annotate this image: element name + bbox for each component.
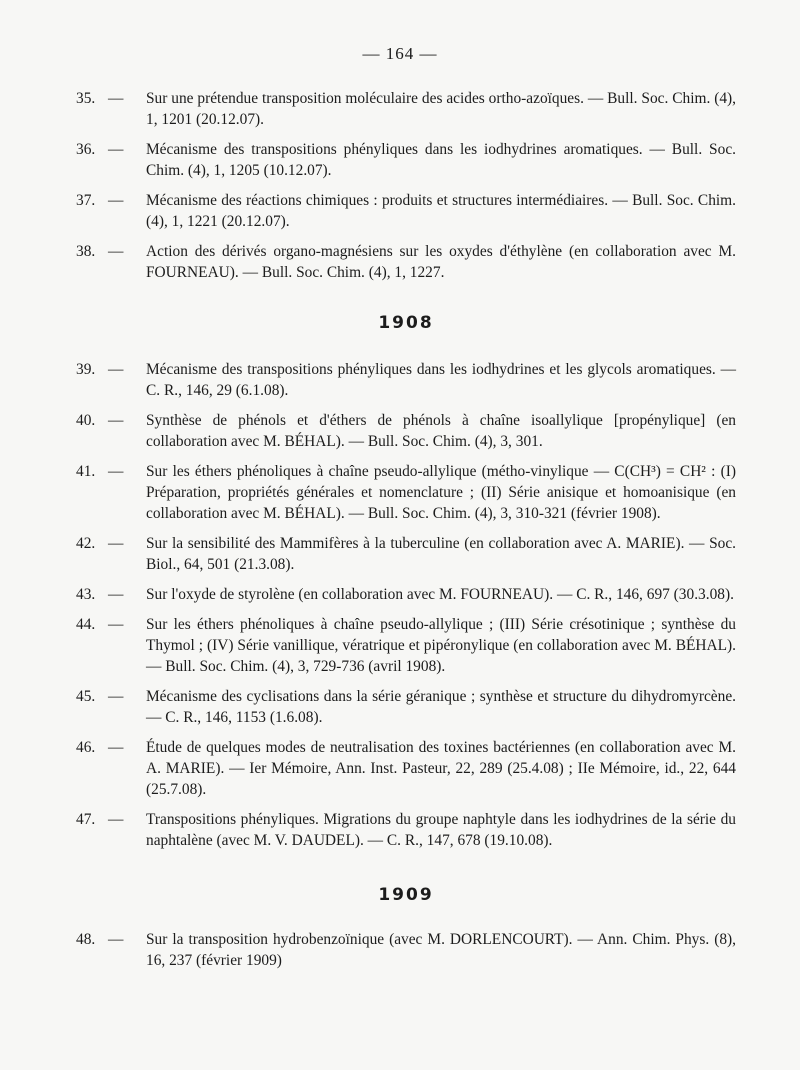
entry-dash: —	[108, 688, 124, 705]
bibliography-entry	[76, 461, 736, 524]
entry-dash: —	[108, 192, 124, 209]
entry-number: 37.	[76, 192, 96, 209]
entry-text: Mécanisme des transpositions phényliques dans les iodhydrines et les glycols aromatiques. — C. R., 146, 29 (6.1.08).	[146, 361, 736, 399]
entry-dash: —	[108, 535, 124, 552]
entry-text: Mécanisme des réactions chimiques : produits et structures intermédiaires. — Bull. Soc. Chim. (4), 1, 1221 (20.12.07).	[146, 192, 736, 230]
entry-dash: —	[108, 243, 124, 260]
entry-text: Mécanisme des transpositions phényliques dans les iodhydrines aromatiques. — Bull. Soc. Chim. (4), 1, 1205 (10.12.07).	[146, 141, 736, 179]
entry-text: Sur une prétendue transposition moléculaire des acides ortho-azoïques. — Bull. Soc. Chim. (4), 1, 1201 (20.12.07).	[146, 90, 736, 128]
entry-text: Transpositions phényliques. Migrations du groupe naphtyle dans les iodhydrines de la série du naphtalène (avec M. V. DAUDEL). — C. R., 147, 678 (19.10.08).	[146, 811, 736, 849]
page-number: — 164 —	[362, 44, 438, 63]
entry-number: 43.	[76, 586, 96, 603]
bibliography-entry	[76, 737, 736, 800]
bibliography-entry	[76, 809, 736, 851]
entry-dash: —	[108, 616, 124, 633]
entry-text: Sur les éthers phénoliques à chaîne pseudo-allylique (métho-vinylique — C(CH³) = CH² : (I) Préparation, propriétés générales et nomenclature ; (II) Série anisique et homoanisique (en collaboration avec M. BÉHAL). — Bull. Soc. Chim. (4), 3, 310-321 (février 1908).	[146, 463, 736, 522]
entry-number: 47.	[76, 811, 96, 828]
entry-number: 38.	[76, 243, 96, 260]
bibliography-entry	[76, 614, 736, 677]
entry-number: 46.	[76, 739, 96, 756]
section-continued	[76, 88, 736, 283]
entry-text: Sur l'oxyde de styrolène (en collaboration avec M. FOURNEAU). — C. R., 146, 697 (30.3.08).	[146, 586, 734, 603]
entry-text: Synthèse de phénols et d'éthers de phénols à chaîne isoallylique [propénylique] (en collaboration avec M. BÉHAL). — Bull. Soc. Chim. (4), 3, 301.	[146, 412, 736, 450]
bibliography-entry	[76, 241, 736, 283]
entry-dash: —	[108, 586, 124, 603]
entry-text: Sur la sensibilité des Mammifères à la tuberculine (en collaboration avec A. MARIE). — Soc. Biol., 64, 501 (21.3.08).	[146, 535, 736, 573]
entry-number: 48.	[76, 931, 96, 948]
entry-number: 41.	[76, 463, 96, 480]
section-1909	[76, 885, 736, 971]
entry-text: Sur la transposition hydrobenzoïnique (avec M. DORLENCOURT). — Ann. Chim. Phys. (8), 16, 237 (février 1909)	[146, 931, 736, 969]
entry-dash: —	[108, 90, 124, 107]
entry-dash: —	[108, 739, 124, 756]
bibliography-entry	[76, 190, 736, 232]
entry-dash: —	[108, 931, 124, 948]
bibliography-entry	[76, 410, 736, 452]
bibliography-entry	[76, 533, 736, 575]
bibliography-entry	[76, 584, 736, 605]
entry-number: 45.	[76, 688, 96, 705]
bibliography-entry	[76, 139, 736, 181]
entry-text: Étude de quelques modes de neutralisation des toxines bactériennes (en collaboration avec M. A. MARIE). — Ier Mémoire, Ann. Inst. Pasteur, 22, 289 (25.4.08) ; IIe Mémoire, id., 22, 644 (25.7.08).	[146, 739, 736, 798]
entry-number: 36.	[76, 141, 96, 158]
bibliography-entry	[76, 359, 736, 401]
section-1908	[76, 313, 736, 851]
entry-dash: —	[108, 141, 124, 158]
year-heading-1909: 1909	[378, 885, 434, 905]
entry-number: 40.	[76, 412, 96, 429]
bibliography-list	[76, 88, 736, 980]
entry-number: 35.	[76, 90, 96, 107]
entry-dash: —	[108, 412, 124, 429]
bibliography-entry	[76, 88, 736, 130]
entry-text: Sur les éthers phénoliques à chaîne pseudo-allylique ; (III) Série crésotinique ; synthèse du Thymol ; (IV) Série vanillique, vératrique et pipéronylique (en collaboration avec M. BÉHAL). — Bull. Soc. Chim. (4), 3, 729-736 (avril 1908).	[146, 616, 736, 675]
bibliography-entry	[76, 686, 736, 728]
bibliography-entry	[76, 929, 736, 971]
entry-number: 39.	[76, 361, 96, 378]
entry-dash: —	[108, 463, 124, 480]
entry-text: Action des dérivés organo-magnésiens sur les oxydes d'éthylène (en collaboration avec M. FOURNEAU). — Bull. Soc. Chim. (4), 1, 1227.	[146, 243, 736, 281]
year-heading-1908: 1908	[378, 313, 434, 333]
entry-text: Mécanisme des cyclisations dans la série géranique ; synthèse et structure du dihydromyrcène. — C. R., 146, 1153 (1.6.08).	[146, 688, 736, 726]
entry-dash: —	[108, 811, 124, 828]
entry-number: 42.	[76, 535, 96, 552]
entry-number: 44.	[76, 616, 96, 633]
entry-dash: —	[108, 361, 124, 378]
